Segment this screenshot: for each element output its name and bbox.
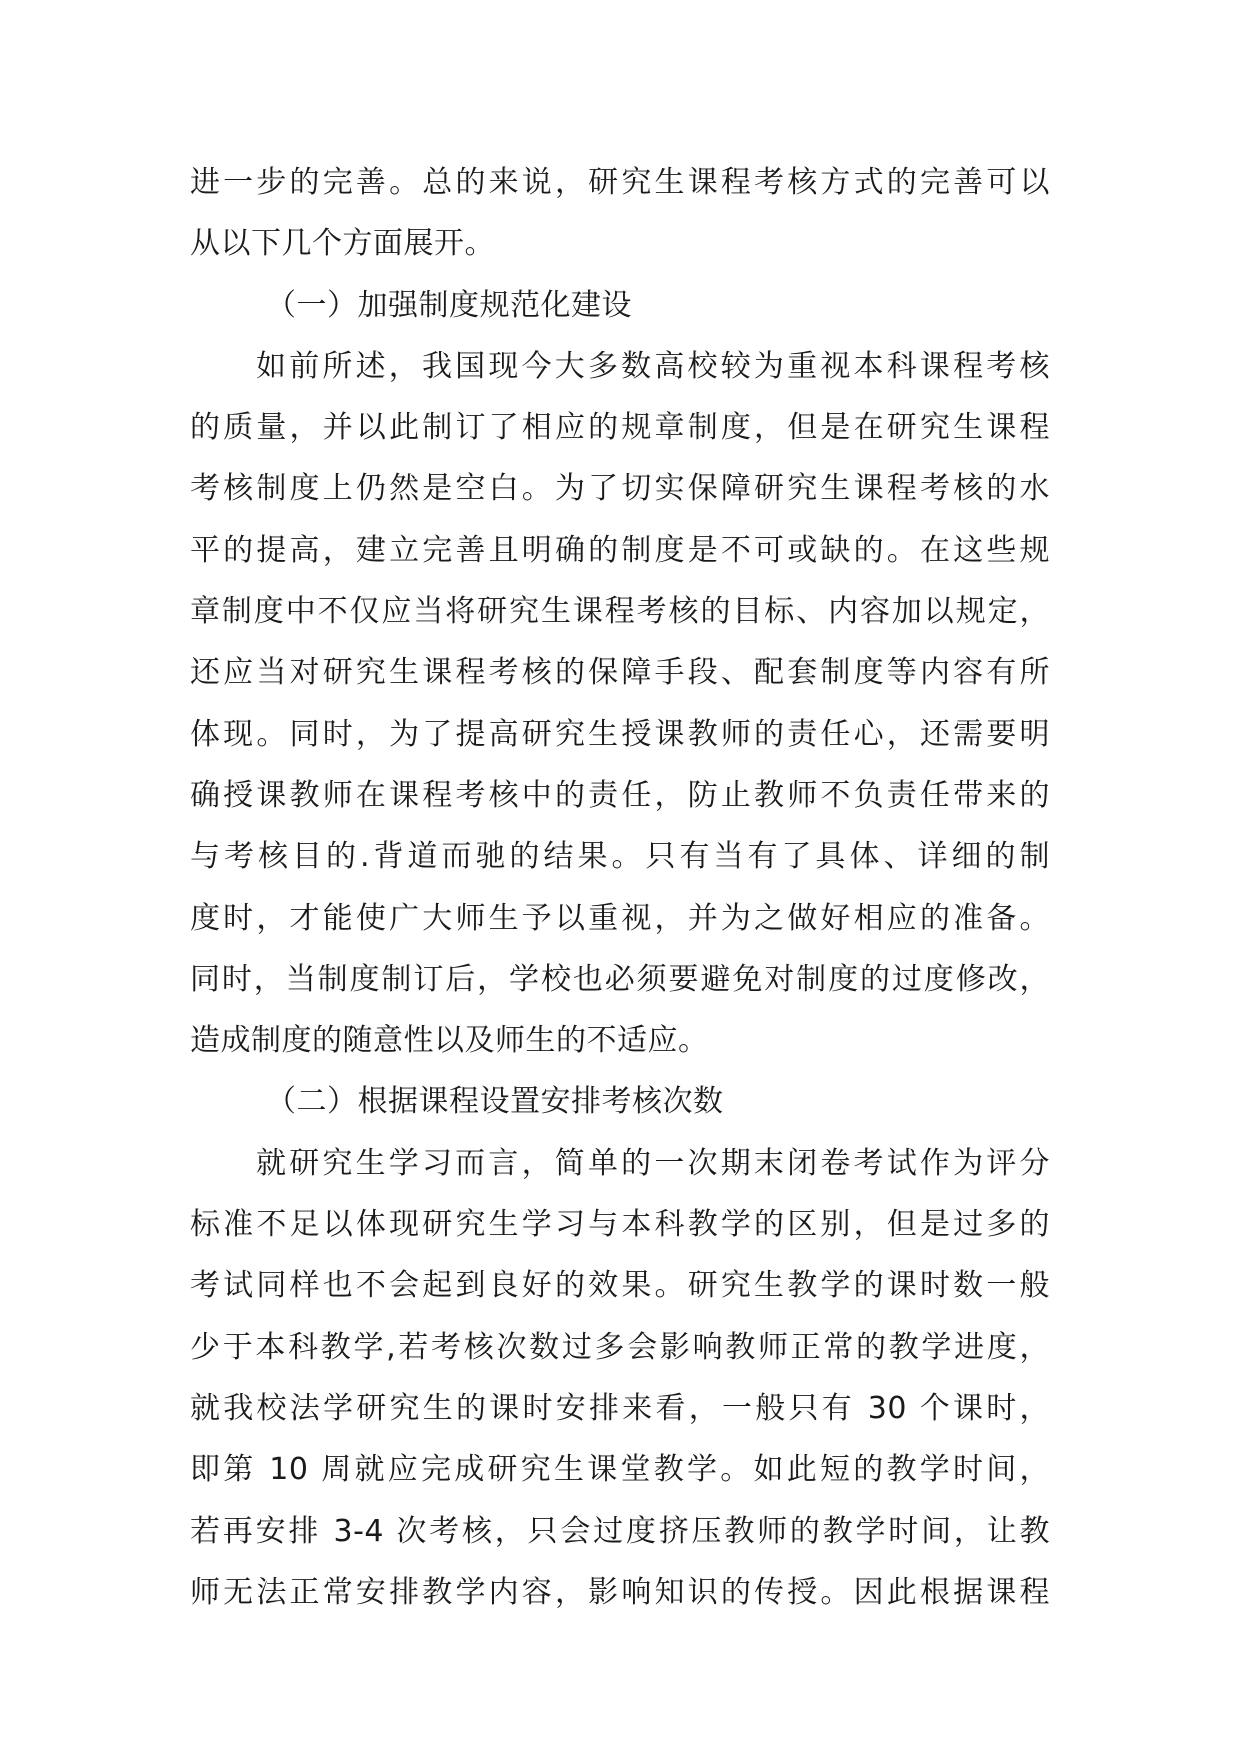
text-line: 就研究生学习而言，简单的一次期末闭卷考试作为评分 — [256, 1145, 1050, 1181]
document-body — [190, 152, 1050, 1623]
text-line: 还应当对研究生课程考核的保障手段、配套制度等内容有所 — [190, 655, 1050, 691]
text-line: 考核制度上仍然是空白。为了切实保障研究生课程考核的水 — [190, 471, 1050, 507]
text-line: 考试同样也不会起到良好的效果。研究生教学的课时数一般 — [190, 1268, 1050, 1304]
text-line: 标准不足以体现研究生学习与本科教学的区别，但是过多的 — [190, 1207, 1050, 1243]
text-line: 确授课教师在课程考核中的责任，防止教师不负责任带来的 — [190, 777, 1050, 813]
text-line: 的质量，并以此制订了相应的规章制度，但是在研究生课程 — [190, 410, 1050, 446]
section-heading: （一）加强制度规范化建设 — [266, 287, 632, 323]
text-line: 若再安排 3-4 次考核，只会过度挤压教师的教学时间，让教 — [190, 1513, 1050, 1549]
text-line: 就我校法学研究生的课时安排来看，一般只有 30 个课时， — [190, 1390, 1050, 1426]
text-line: 即第 10 周就应完成研究生课堂教学。如此短的教学时间， — [190, 1452, 1050, 1488]
text-line: 师无法正常安排教学内容，影响知识的传授。因此根据课程 — [190, 1574, 1050, 1610]
text-line: 体现。同时，为了提高研究生授课教师的责任心，还需要明 — [190, 716, 1050, 752]
text-line: 如前所述，我国现今大多数高校较为重视本科课程考核 — [256, 348, 1050, 384]
text-line: 度时，才能使广大师生予以重视，并为之做好相应的准备。 — [190, 900, 1050, 936]
text-line: 从以下几个方面展开。 — [190, 226, 495, 262]
text-line: 造成制度的随意性以及师生的不适应。 — [190, 1023, 709, 1059]
text-line: 进一步的完善。总的来说，研究生课程考核方式的完善可以 — [190, 165, 1050, 200]
section-heading: （二）根据课程设置安排考核次数 — [266, 1084, 724, 1120]
text-line: 同时，当制度制订后，学校也必须要避免对制度的过度修改， — [190, 961, 1050, 997]
text-line: 少于本科教学,若考核次数过多会影响教师正常的教学进度， — [190, 1329, 1050, 1365]
text-line: 章制度中不仅应当将研究生课程考核的目标、内容加以规定， — [190, 594, 1050, 630]
text-line: 平的提高，建立完善且明确的制度是不可或缺的。在这些规 — [190, 532, 1050, 568]
text-line: 与考核目的.背道而驰的结果。只有当有了具体、详细的制 — [190, 839, 1050, 875]
